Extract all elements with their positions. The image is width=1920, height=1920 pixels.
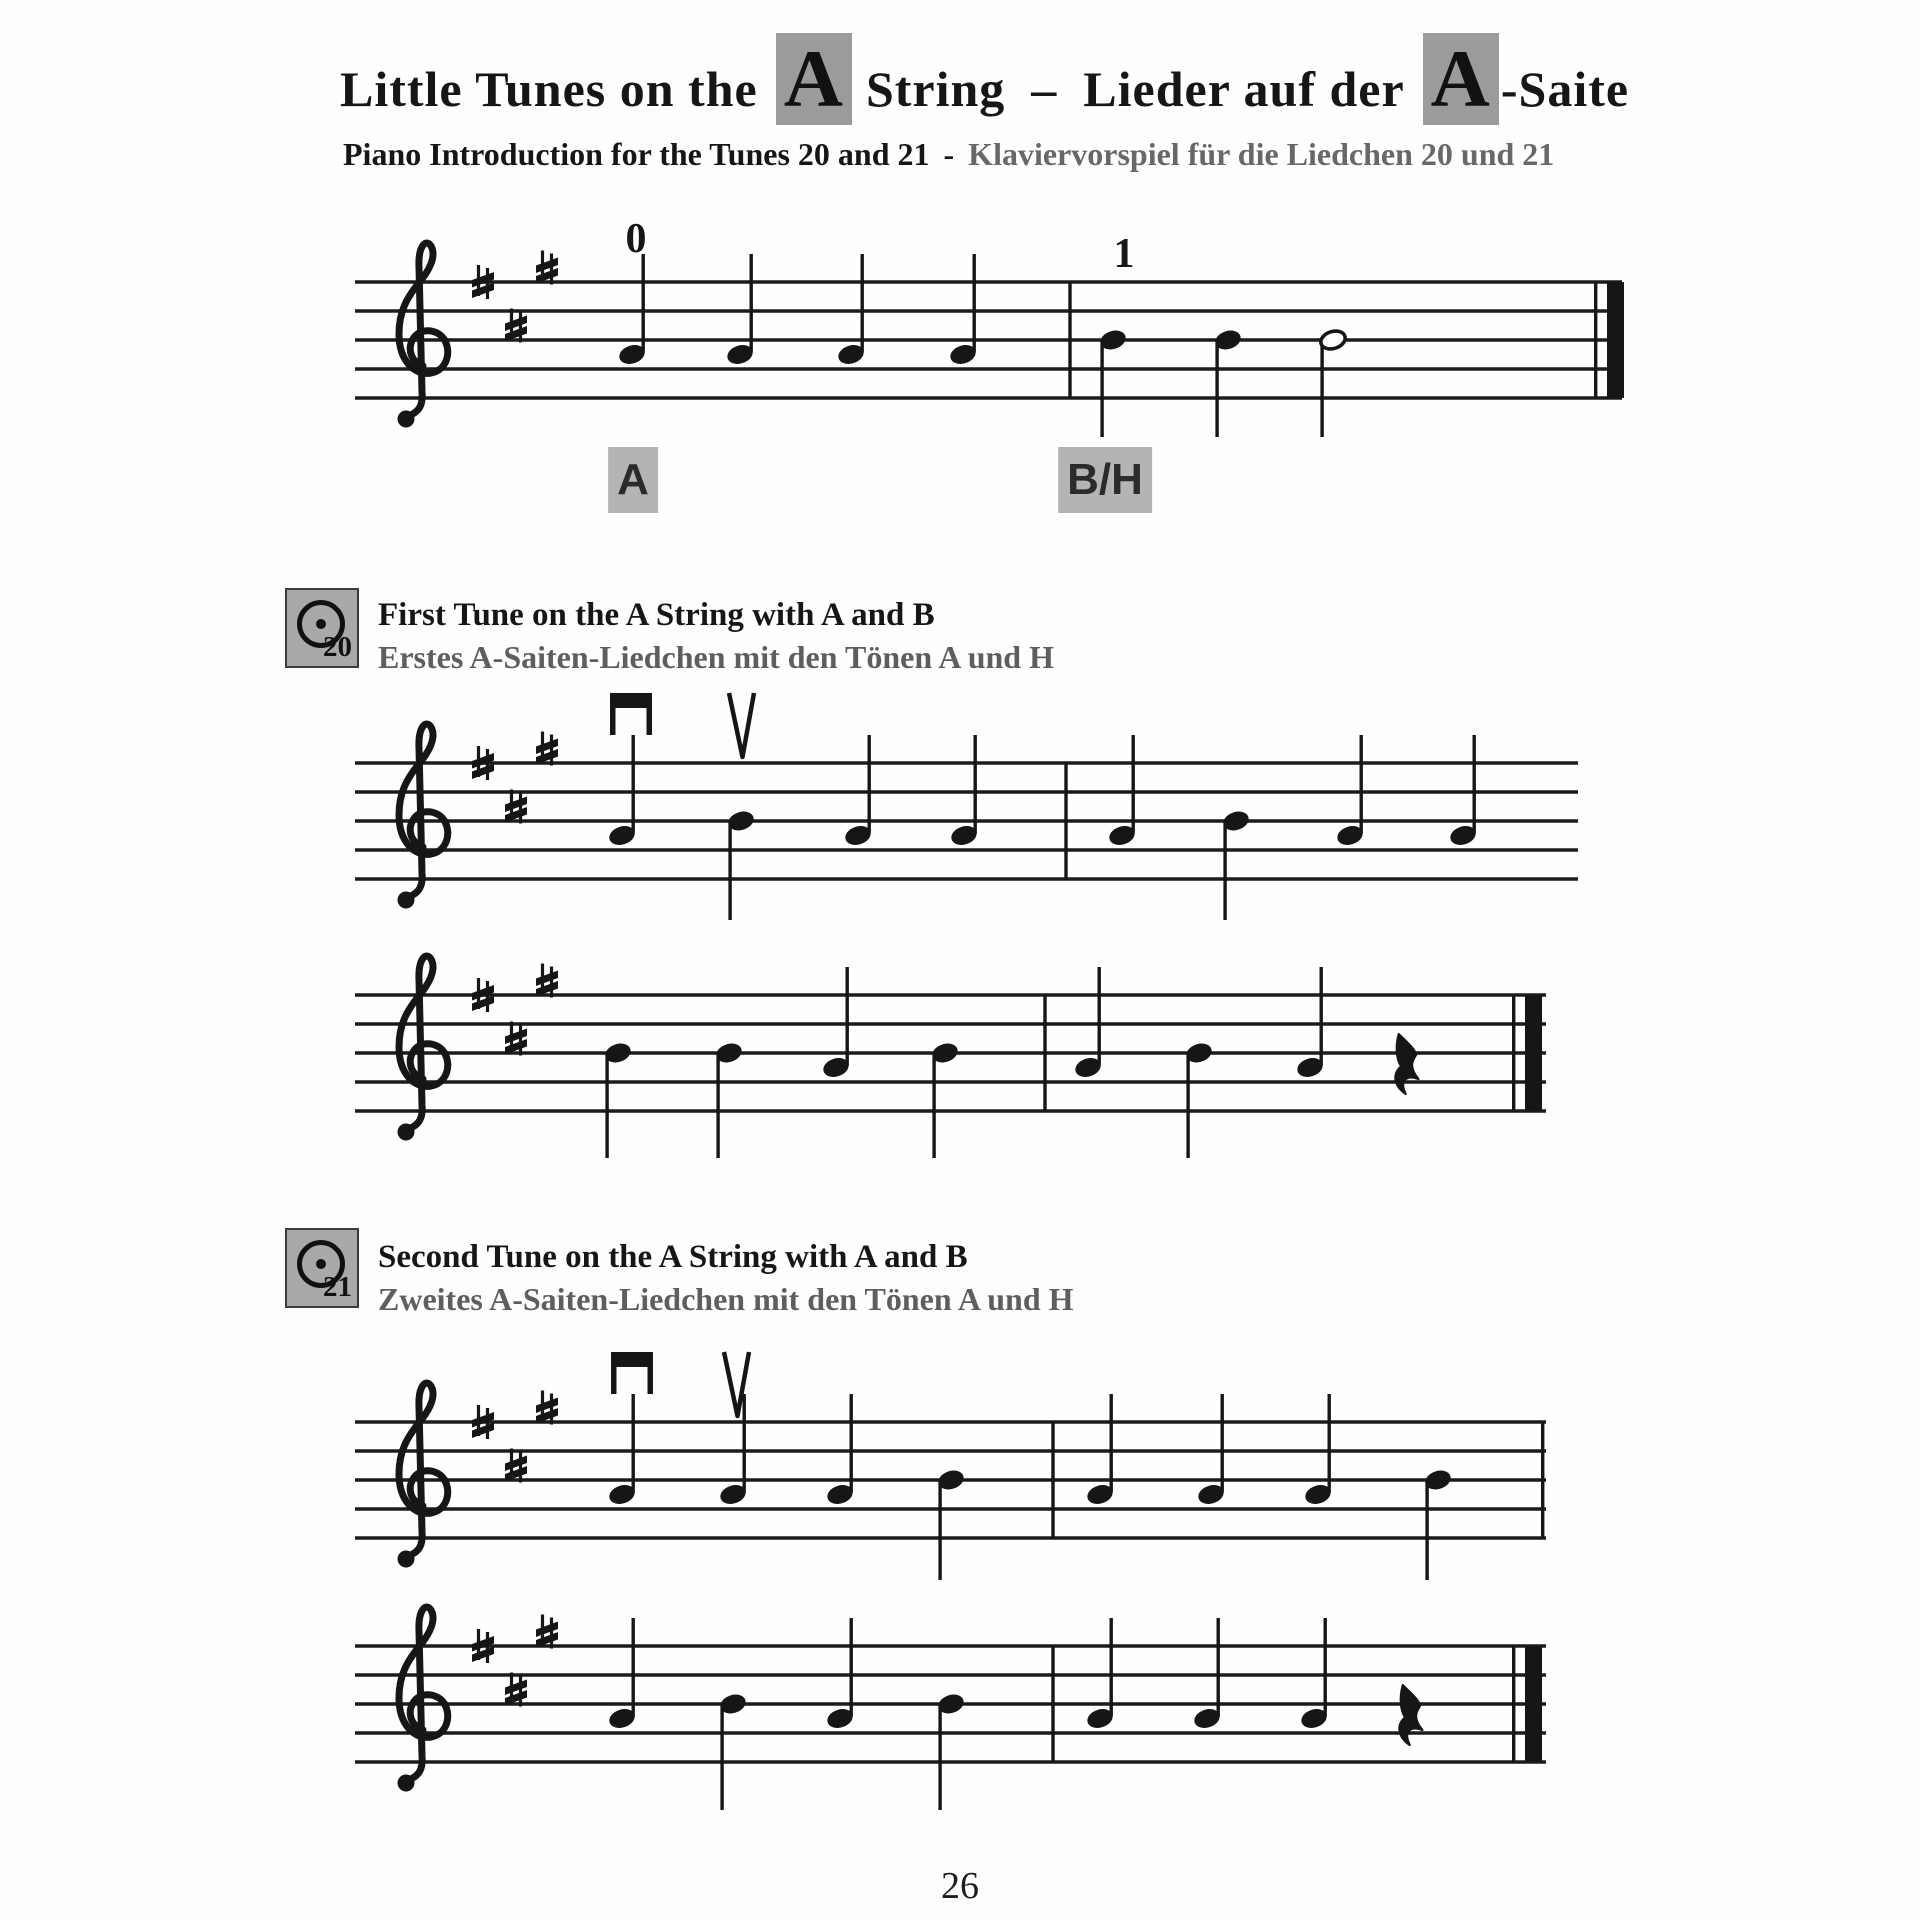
treble-clef-icon xyxy=(398,1607,448,1792)
note-stem xyxy=(642,254,645,353)
staff-piano-intro-staff xyxy=(355,216,1624,437)
sharp-icon xyxy=(536,251,558,285)
quarter-rest-icon xyxy=(1395,1034,1418,1094)
barline xyxy=(1068,282,1071,398)
treble-clef-icon xyxy=(398,1383,448,1568)
note-stem xyxy=(850,1618,853,1717)
note-stem xyxy=(1324,1618,1327,1717)
down-bow-icon xyxy=(611,1352,653,1394)
note-stem xyxy=(973,254,976,353)
sharp-icon xyxy=(536,964,558,998)
staff-tune20-line1 xyxy=(355,693,1578,920)
half-note-b xyxy=(1318,328,1347,437)
note-stem xyxy=(938,1482,941,1580)
note-stem xyxy=(1110,1618,1113,1717)
note-stem xyxy=(868,735,871,834)
note-stem xyxy=(1215,342,1218,437)
fingering-number: 0 xyxy=(625,216,647,262)
note-stem xyxy=(1473,735,1476,834)
staff-tune21-line1 xyxy=(355,1352,1546,1580)
sharp-icon xyxy=(505,790,527,824)
title-text-string: String xyxy=(865,61,1006,117)
quarter-note-b xyxy=(718,1691,748,1810)
note-stem xyxy=(1328,1394,1331,1493)
note-stem xyxy=(1186,1055,1189,1158)
note-stem xyxy=(1098,967,1101,1066)
barline xyxy=(1043,995,1046,1111)
end-barline-thick xyxy=(1525,1646,1542,1762)
page-number: 26 xyxy=(941,1865,979,1907)
sharp-icon xyxy=(536,732,558,766)
end-barline-thick xyxy=(1525,995,1542,1111)
barline xyxy=(1051,1422,1054,1538)
staff-tune21-line2 xyxy=(355,1607,1546,1810)
sharp-icon xyxy=(505,1022,527,1056)
treble-clef-icon xyxy=(398,243,448,428)
note-stem xyxy=(720,1706,723,1810)
down-bow-icon xyxy=(610,693,652,735)
end-barline-thin xyxy=(1541,1422,1544,1538)
note-stem xyxy=(1100,342,1103,437)
note-stem xyxy=(750,254,753,353)
note-stem xyxy=(938,1706,941,1810)
string-note-label: B/H xyxy=(1058,447,1152,513)
title-highlight-a-2: A xyxy=(1423,33,1499,125)
barline xyxy=(1064,763,1067,879)
sharp-icon xyxy=(505,309,527,343)
note-stem xyxy=(850,1394,853,1493)
note-stem xyxy=(1223,823,1226,920)
note-stem xyxy=(632,735,635,834)
end-barline-thick xyxy=(1607,282,1624,398)
treble-clef-icon xyxy=(398,956,448,1141)
cd-track-number: 20 xyxy=(323,631,352,663)
subtitle-separator: - xyxy=(943,136,955,172)
fingering-number: 1 xyxy=(1113,231,1135,277)
end-barline-thin xyxy=(1594,282,1597,398)
tune20-title-german: Erstes A-Saiten-Liedchen mit den Tönen A und H xyxy=(378,639,1054,675)
note-stem xyxy=(632,1618,635,1717)
quarter-note-b xyxy=(714,1040,744,1158)
quarter-note-b xyxy=(726,808,756,920)
quarter-note-b xyxy=(930,1040,960,1158)
note-stem xyxy=(846,967,849,1066)
title-highlight-a-1: A xyxy=(776,33,852,125)
tune21-title-german: Zweites A-Saiten-Liedchen mit den Tönen A und H xyxy=(378,1281,1074,1317)
note-stem xyxy=(1320,967,1323,1066)
subtitle-english: Piano Introduction for the Tunes 20 and 21 xyxy=(343,136,930,172)
note-stem xyxy=(1221,1394,1224,1493)
title-text-saite: -Saite xyxy=(1500,61,1630,117)
quarter-note-b xyxy=(936,1691,966,1810)
notehead-open xyxy=(1318,328,1347,352)
note-stem xyxy=(1360,735,1363,834)
end-barline-thin xyxy=(1512,995,1515,1111)
quarter-note-b xyxy=(1184,1040,1214,1158)
quarter-note-b xyxy=(1221,808,1251,920)
sharp-icon xyxy=(536,1615,558,1649)
note-stem xyxy=(974,735,977,834)
note-stem xyxy=(1320,342,1323,437)
sharp-icon xyxy=(536,1391,558,1425)
subtitle-german: Klaviervorspiel für die Liedchen 20 und 21 xyxy=(968,136,1555,172)
note-stem xyxy=(632,1394,635,1493)
note-stem xyxy=(1217,1618,1220,1717)
title-text-en: Little Tunes on the xyxy=(340,61,758,117)
quarter-rest-icon xyxy=(1399,1685,1422,1745)
note-stem xyxy=(861,254,864,353)
staff-tune20-line2 xyxy=(355,956,1546,1158)
barline xyxy=(1051,1646,1054,1762)
note-stem xyxy=(932,1055,935,1158)
title-dash: – xyxy=(1031,61,1058,117)
quarter-note-b xyxy=(936,1467,966,1580)
title-text-de: Lieder auf der xyxy=(1083,61,1405,117)
note-stem xyxy=(743,1394,746,1493)
note-stem xyxy=(728,823,731,920)
tune20-title-english: First Tune on the A String with A and B xyxy=(378,597,935,633)
note-stem xyxy=(605,1055,608,1158)
quarter-note-b xyxy=(1213,327,1243,437)
treble-clef-icon xyxy=(398,724,448,909)
note-stem xyxy=(1425,1482,1428,1580)
note-stem xyxy=(1132,735,1135,834)
end-barline-thin xyxy=(1512,1646,1515,1762)
cd-track-number: 21 xyxy=(323,1271,352,1303)
tune21-title-english: Second Tune on the A String with A and B xyxy=(378,1239,968,1275)
note-stem xyxy=(716,1055,719,1158)
sharp-icon xyxy=(505,1673,527,1707)
string-note-label: A xyxy=(608,447,658,513)
quarter-note-b xyxy=(1423,1467,1453,1580)
note-stem xyxy=(1110,1394,1113,1493)
quarter-note-b xyxy=(1098,327,1128,437)
up-bow-icon xyxy=(729,693,754,757)
quarter-note-b xyxy=(603,1040,633,1158)
sharp-icon xyxy=(505,1449,527,1483)
